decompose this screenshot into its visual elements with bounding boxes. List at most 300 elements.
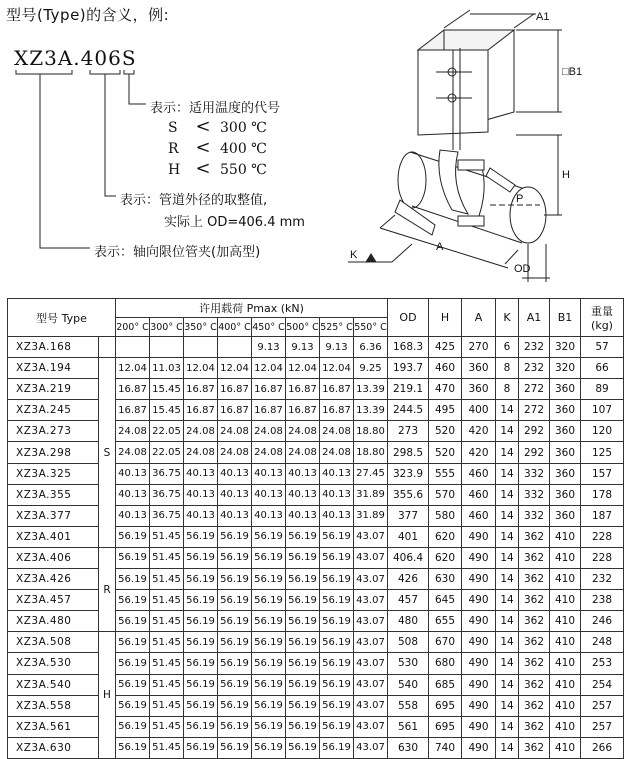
a1-cell: 362 xyxy=(519,695,550,716)
load-cell: 40.13 xyxy=(218,463,252,484)
b1-cell: 320 xyxy=(550,358,581,379)
load-cell: 16.87 xyxy=(286,379,320,400)
load-cell: 56.19 xyxy=(252,526,286,547)
load-cell: 51.45 xyxy=(150,590,184,611)
load-cell: 51.45 xyxy=(150,632,184,653)
load-cell: 24.08 xyxy=(320,442,354,463)
h-cell: 630 xyxy=(429,569,462,590)
load-cell: 31.89 xyxy=(354,505,388,526)
load-cell: 56.19 xyxy=(184,611,218,632)
load-cell: 24.08 xyxy=(184,421,218,442)
load-cell: 6.36 xyxy=(354,337,388,358)
a-cell: 490 xyxy=(462,611,496,632)
load-cell: 24.08 xyxy=(116,421,150,442)
col-type: 型号 Type xyxy=(8,299,116,337)
a1-cell: 362 xyxy=(519,716,550,737)
a-cell: 360 xyxy=(462,358,496,379)
load-cell: 9.25 xyxy=(354,358,388,379)
col-temp: 300° C xyxy=(150,318,184,337)
od-cell: 298.5 xyxy=(388,442,429,463)
a-cell: 420 xyxy=(462,421,496,442)
load-cell: 16.87 xyxy=(320,379,354,400)
load-cell: 56.19 xyxy=(116,590,150,611)
load-cell: 56.19 xyxy=(184,737,218,758)
weight-cell: 107 xyxy=(581,400,624,421)
weight-cell: 257 xyxy=(581,695,624,716)
weight-cell: 266 xyxy=(581,737,624,758)
weight-cell: 253 xyxy=(581,653,624,674)
load-cell: 9.13 xyxy=(252,337,286,358)
load-cell: 56.19 xyxy=(252,737,286,758)
load-cell: 51.45 xyxy=(150,526,184,547)
temp-group-s: S xyxy=(99,358,116,548)
load-cell: 43.07 xyxy=(354,653,388,674)
col-temp: 400° C xyxy=(218,318,252,337)
weight-cell: 228 xyxy=(581,526,624,547)
k-cell: 14 xyxy=(496,695,519,716)
load-cell: 40.13 xyxy=(252,484,286,505)
load-cell: 56.19 xyxy=(252,716,286,737)
k-cell: 14 xyxy=(496,632,519,653)
k-cell: 14 xyxy=(496,526,519,547)
load-cell: 40.13 xyxy=(116,463,150,484)
load-cell: 56.19 xyxy=(116,526,150,547)
k-cell: 14 xyxy=(496,505,519,526)
od-cell: 401 xyxy=(388,526,429,547)
od-cell: 630 xyxy=(388,737,429,758)
b1-cell: 410 xyxy=(550,547,581,568)
load-cell: 56.19 xyxy=(184,716,218,737)
h-cell: 620 xyxy=(429,547,462,568)
b1-cell: 410 xyxy=(550,611,581,632)
col-k: K xyxy=(496,299,519,337)
model-cell: XZ3A.377 xyxy=(8,505,99,526)
weight-cell: 57 xyxy=(581,337,624,358)
load-cell: 51.45 xyxy=(150,674,184,695)
a-cell: 490 xyxy=(462,547,496,568)
k-cell: 6 xyxy=(496,337,519,358)
a-cell: 490 xyxy=(462,590,496,611)
load-cell: 51.45 xyxy=(150,737,184,758)
load-cell: 24.08 xyxy=(286,442,320,463)
k-cell: 8 xyxy=(496,358,519,379)
load-cell: 56.19 xyxy=(116,632,150,653)
load-cell: 12.04 xyxy=(184,358,218,379)
h-cell: 670 xyxy=(429,632,462,653)
load-cell: 56.19 xyxy=(116,653,150,674)
page-title: 型号(Type)的含义，例: xyxy=(6,6,170,24)
a-cell: 490 xyxy=(462,632,496,653)
load-cell: 56.19 xyxy=(320,737,354,758)
load-cell: 56.19 xyxy=(320,632,354,653)
type-label: 表示：轴向限位管夹(加高型) xyxy=(94,245,261,260)
temp-symbol: H xyxy=(168,162,181,178)
model-cell: XZ3A.480 xyxy=(8,611,99,632)
load-cell: 24.08 xyxy=(252,442,286,463)
weight-cell: 238 xyxy=(581,590,624,611)
load-cell: 56.19 xyxy=(320,569,354,590)
load-cell: 56.19 xyxy=(218,632,252,653)
b1-cell: 360 xyxy=(550,400,581,421)
od-cell: 193.7 xyxy=(388,358,429,379)
load-cell: 56.19 xyxy=(184,632,218,653)
load-cell: 56.19 xyxy=(218,547,252,568)
load-cell xyxy=(150,337,184,358)
a1-cell: 232 xyxy=(519,358,550,379)
h-cell: 680 xyxy=(429,653,462,674)
load-cell: 40.13 xyxy=(184,505,218,526)
load-cell: 51.45 xyxy=(150,716,184,737)
od-cell: 406.4 xyxy=(388,547,429,568)
load-cell: 43.07 xyxy=(354,674,388,695)
a-cell: 490 xyxy=(462,737,496,758)
h-cell: 620 xyxy=(429,526,462,547)
k-cell: 14 xyxy=(496,421,519,442)
od-cell: 355.6 xyxy=(388,484,429,505)
load-cell: 40.13 xyxy=(218,505,252,526)
model-cell: XZ3A.540 xyxy=(8,674,99,695)
dim-p-label: P xyxy=(516,193,524,205)
b1-cell: 360 xyxy=(550,463,581,484)
pipe-clamp-drawing xyxy=(340,0,634,290)
a-cell: 400 xyxy=(462,400,496,421)
table-row xyxy=(8,547,624,568)
od-cell: 244.5 xyxy=(388,400,429,421)
a-cell: 460 xyxy=(462,505,496,526)
model-cell: XZ3A.508 xyxy=(8,632,99,653)
less-than: < xyxy=(195,158,211,179)
load-cell: 24.08 xyxy=(320,421,354,442)
type-code-example: XZ3A.406S xyxy=(14,46,137,70)
load-cell: 51.45 xyxy=(150,653,184,674)
a1-cell: 332 xyxy=(519,463,550,484)
dim-h-label: H xyxy=(562,169,570,181)
h-cell: 425 xyxy=(429,337,462,358)
load-cell: 56.19 xyxy=(286,674,320,695)
col-od: OD xyxy=(388,299,429,337)
od-cell: 273 xyxy=(388,421,429,442)
load-cell: 40.13 xyxy=(286,463,320,484)
load-cell: 56.19 xyxy=(218,611,252,632)
weight-cell: 120 xyxy=(581,421,624,442)
k-cell: 8 xyxy=(496,379,519,400)
col-temp: 200° C xyxy=(116,318,150,337)
load-cell: 24.08 xyxy=(184,442,218,463)
load-cell: 27.45 xyxy=(354,463,388,484)
load-cell: 56.19 xyxy=(184,526,218,547)
load-cell: 12.04 xyxy=(320,358,354,379)
spec-table-body xyxy=(8,337,624,759)
load-cell: 56.19 xyxy=(218,737,252,758)
temp-symbol: R xyxy=(168,141,179,157)
temp-limit: 550 ℃ xyxy=(220,162,267,178)
model-cell: XZ3A.426 xyxy=(8,569,99,590)
load-cell: 9.13 xyxy=(320,337,354,358)
b1-cell: 410 xyxy=(550,526,581,547)
col-temp: 500° C xyxy=(286,318,320,337)
load-cell: 43.07 xyxy=(354,695,388,716)
a-cell: 460 xyxy=(462,463,496,484)
load-cell: 24.08 xyxy=(218,421,252,442)
model-cell: XZ3A.558 xyxy=(8,695,99,716)
load-cell: 56.19 xyxy=(252,674,286,695)
weight-cell: 254 xyxy=(581,674,624,695)
load-cell: 56.19 xyxy=(286,611,320,632)
model-cell: XZ3A.401 xyxy=(8,526,99,547)
od-cell: 168.3 xyxy=(388,337,429,358)
od-cell: 561 xyxy=(388,716,429,737)
load-cell: 56.19 xyxy=(286,526,320,547)
load-cell: 56.19 xyxy=(286,716,320,737)
load-cell: 56.19 xyxy=(320,695,354,716)
load-cell: 56.19 xyxy=(320,716,354,737)
weight-cell: 228 xyxy=(581,547,624,568)
temp-symbol: S xyxy=(168,120,178,136)
b1-cell: 410 xyxy=(550,674,581,695)
load-cell: 56.19 xyxy=(252,547,286,568)
load-cell: 43.07 xyxy=(354,737,388,758)
load-cell: 56.19 xyxy=(320,611,354,632)
h-cell: 580 xyxy=(429,505,462,526)
table-row xyxy=(8,358,624,379)
load-cell: 56.19 xyxy=(218,716,252,737)
load-cell: 56.19 xyxy=(286,737,320,758)
a1-cell: 362 xyxy=(519,632,550,653)
load-cell: 51.45 xyxy=(150,547,184,568)
dim-a1-label: A1 xyxy=(536,11,550,23)
h-cell: 740 xyxy=(429,737,462,758)
h-cell: 695 xyxy=(429,695,462,716)
od-cell: 558 xyxy=(388,695,429,716)
temp-line-s xyxy=(168,116,267,137)
col-load: 许用载荷 Pmax (kN) xyxy=(116,299,388,318)
b1-cell: 410 xyxy=(550,590,581,611)
h-cell: 695 xyxy=(429,716,462,737)
load-cell: 43.07 xyxy=(354,716,388,737)
b1-cell: 410 xyxy=(550,695,581,716)
table-row xyxy=(8,632,624,653)
a1-cell: 362 xyxy=(519,737,550,758)
load-cell: 43.07 xyxy=(354,611,388,632)
b1-cell: 410 xyxy=(550,716,581,737)
load-cell: 16.87 xyxy=(252,379,286,400)
k-cell: 14 xyxy=(496,442,519,463)
h-cell: 470 xyxy=(429,379,462,400)
col-a: A xyxy=(462,299,496,337)
a1-cell: 362 xyxy=(519,526,550,547)
weight-cell: 157 xyxy=(581,463,624,484)
table-row xyxy=(8,337,624,358)
load-cell: 56.19 xyxy=(218,526,252,547)
od-cell: 377 xyxy=(388,505,429,526)
load-cell: 40.13 xyxy=(218,484,252,505)
od-example: 实际上 OD=406.4 mm xyxy=(164,215,305,230)
less-than: < xyxy=(195,116,211,137)
load-cell: 56.19 xyxy=(184,590,218,611)
h-cell: 645 xyxy=(429,590,462,611)
h-cell: 570 xyxy=(429,484,462,505)
a1-cell: 272 xyxy=(519,379,550,400)
load-cell: 43.07 xyxy=(354,547,388,568)
weight-cell: 125 xyxy=(581,442,624,463)
load-cell: 56.19 xyxy=(218,590,252,611)
load-cell: 13.39 xyxy=(354,379,388,400)
h-cell: 520 xyxy=(429,421,462,442)
load-cell: 40.13 xyxy=(320,505,354,526)
load-cell: 11.03 xyxy=(150,358,184,379)
load-cell: 56.19 xyxy=(116,611,150,632)
load-cell: 16.87 xyxy=(184,400,218,421)
load-cell: 56.19 xyxy=(320,590,354,611)
h-cell: 460 xyxy=(429,358,462,379)
load-cell: 40.13 xyxy=(252,505,286,526)
load-cell: 40.13 xyxy=(320,484,354,505)
model-cell: XZ3A.457 xyxy=(8,590,99,611)
load-cell: 16.87 xyxy=(218,400,252,421)
load-cell: 31.89 xyxy=(354,484,388,505)
col-temp: 550° C xyxy=(354,318,388,337)
weight-cell: 178 xyxy=(581,484,624,505)
a-cell: 490 xyxy=(462,695,496,716)
a-cell: 490 xyxy=(462,526,496,547)
weight-cell: 232 xyxy=(581,569,624,590)
a1-cell: 362 xyxy=(519,590,550,611)
load-cell: 56.19 xyxy=(286,590,320,611)
od-cell: 508 xyxy=(388,632,429,653)
a1-cell: 362 xyxy=(519,653,550,674)
b1-cell: 410 xyxy=(550,653,581,674)
a-cell: 490 xyxy=(462,716,496,737)
col-h: H xyxy=(429,299,462,337)
load-cell: 40.13 xyxy=(184,484,218,505)
k-cell: 14 xyxy=(496,400,519,421)
load-cell: 56.19 xyxy=(320,653,354,674)
load-cell: 56.19 xyxy=(218,695,252,716)
load-cell: 56.19 xyxy=(286,695,320,716)
model-cell: XZ3A.298 xyxy=(8,442,99,463)
load-cell: 13.39 xyxy=(354,400,388,421)
load-cell: 56.19 xyxy=(252,611,286,632)
load-cell: 56.19 xyxy=(252,569,286,590)
load-cell: 56.19 xyxy=(218,653,252,674)
load-cell: 16.87 xyxy=(184,379,218,400)
load-cell: 51.45 xyxy=(150,611,184,632)
load-cell: 22.05 xyxy=(150,442,184,463)
load-cell: 16.87 xyxy=(218,379,252,400)
model-cell: XZ3A.168 xyxy=(8,337,99,358)
load-cell: 24.08 xyxy=(286,421,320,442)
k-cell: 14 xyxy=(496,653,519,674)
temp-line-r xyxy=(168,137,267,158)
a1-cell: 332 xyxy=(519,484,550,505)
b1-cell: 410 xyxy=(550,737,581,758)
col-temp: 525° C xyxy=(320,318,354,337)
a-cell: 490 xyxy=(462,653,496,674)
load-cell: 56.19 xyxy=(320,547,354,568)
load-cell: 56.19 xyxy=(116,737,150,758)
load-cell: 51.45 xyxy=(150,695,184,716)
temp-limit: 400 ℃ xyxy=(220,141,267,157)
weight-cell: 248 xyxy=(581,632,624,653)
od-cell: 219.1 xyxy=(388,379,429,400)
temp-group-blank xyxy=(99,337,116,358)
b1-cell: 360 xyxy=(550,484,581,505)
load-cell: 43.07 xyxy=(354,590,388,611)
load-cell: 56.19 xyxy=(184,547,218,568)
less-than: < xyxy=(195,137,211,158)
dim-k-label: K xyxy=(350,249,358,261)
h-cell: 655 xyxy=(429,611,462,632)
weight-cell: 66 xyxy=(581,358,624,379)
load-cell: 56.19 xyxy=(184,569,218,590)
load-cell: 16.87 xyxy=(116,379,150,400)
col-temp: 350° C xyxy=(184,318,218,337)
a-cell: 420 xyxy=(462,442,496,463)
b1-cell: 360 xyxy=(550,379,581,400)
col-temp: 450° C xyxy=(252,318,286,337)
load-cell: 56.19 xyxy=(116,716,150,737)
load-cell: 56.19 xyxy=(286,632,320,653)
col-weight: 重量(kg) xyxy=(581,299,624,337)
model-cell: XZ3A.325 xyxy=(8,463,99,484)
load-cell: 12.04 xyxy=(252,358,286,379)
od-cell: 530 xyxy=(388,653,429,674)
load-cell: 56.19 xyxy=(116,547,150,568)
load-cell: 56.19 xyxy=(286,653,320,674)
load-cell: 56.19 xyxy=(184,653,218,674)
load-cell: 9.13 xyxy=(286,337,320,358)
weight-cell: 257 xyxy=(581,716,624,737)
b1-cell: 360 xyxy=(550,505,581,526)
k-cell: 14 xyxy=(496,484,519,505)
a1-cell: 362 xyxy=(519,547,550,568)
load-cell: 18.80 xyxy=(354,442,388,463)
h-cell: 520 xyxy=(429,442,462,463)
temp-limit: 300 ℃ xyxy=(220,120,267,136)
model-cell: XZ3A.406 xyxy=(8,547,99,568)
load-cell: 56.19 xyxy=(116,695,150,716)
temp-line-h xyxy=(168,158,267,179)
a1-cell: 292 xyxy=(519,421,550,442)
b1-cell: 360 xyxy=(550,421,581,442)
a1-cell: 232 xyxy=(519,337,550,358)
load-cell: 12.04 xyxy=(116,358,150,379)
a1-cell: 332 xyxy=(519,505,550,526)
weight-cell: 246 xyxy=(581,611,624,632)
load-cell: 22.05 xyxy=(150,421,184,442)
load-cell: 15.45 xyxy=(150,400,184,421)
load-cell: 56.19 xyxy=(320,674,354,695)
a1-cell: 362 xyxy=(519,674,550,695)
model-cell: XZ3A.194 xyxy=(8,358,99,379)
dim-a-label: A xyxy=(436,241,444,253)
od-cell: 457 xyxy=(388,590,429,611)
load-cell: 43.07 xyxy=(354,569,388,590)
load-cell: 56.19 xyxy=(218,674,252,695)
load-cell: 12.04 xyxy=(218,358,252,379)
temp-group-h: H xyxy=(99,632,116,759)
load-cell: 51.45 xyxy=(150,569,184,590)
a-cell: 490 xyxy=(462,569,496,590)
load-cell: 56.19 xyxy=(252,653,286,674)
load-cell: 12.04 xyxy=(286,358,320,379)
b1-cell: 410 xyxy=(550,632,581,653)
model-cell: XZ3A.530 xyxy=(8,653,99,674)
k-cell: 14 xyxy=(496,463,519,484)
temp-group-r: R xyxy=(99,547,116,631)
load-cell: 56.19 xyxy=(286,547,320,568)
a1-cell: 362 xyxy=(519,569,550,590)
